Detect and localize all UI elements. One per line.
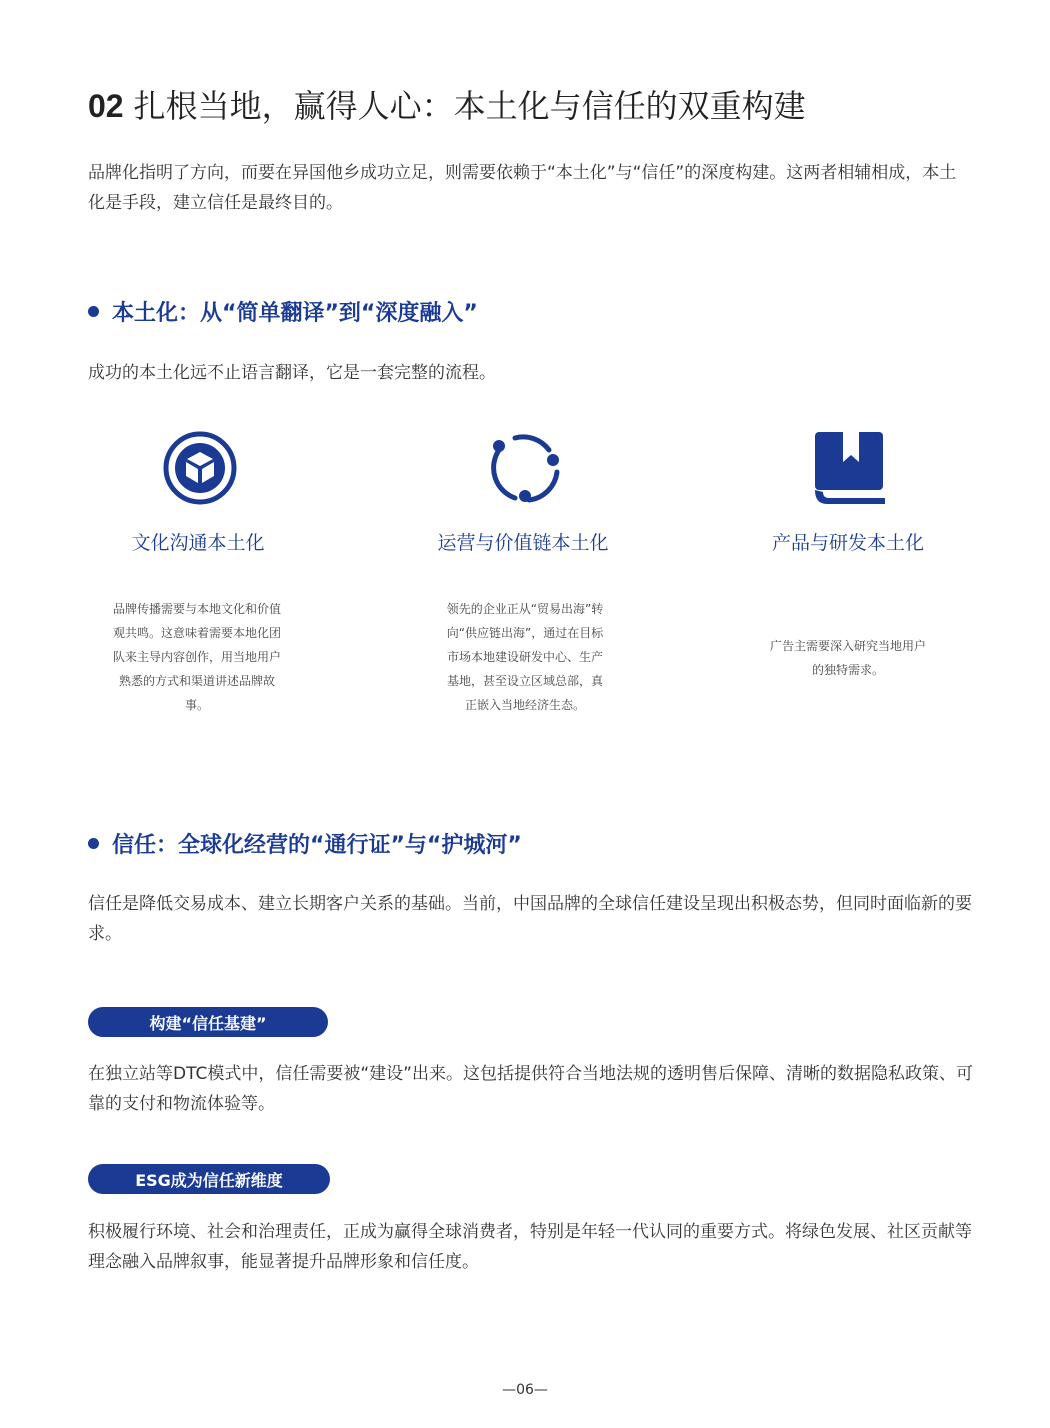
localization-heading-text: 本土化：从“简单翻译”到“深度融入” (112, 300, 478, 326)
cube-icon (160, 428, 240, 508)
page-number: —06— (502, 1382, 548, 1398)
bullet-dot (88, 838, 99, 849)
column-title-culture: 文化沟通本土化 (131, 532, 265, 554)
section-number: 02 (88, 88, 124, 124)
esg-label: ESG成为信任新维度 (88, 1164, 330, 1194)
intro-paragraph: 品牌化指明了方向，而要在异国他乡成功立足，则需要依赖于“本土化”与“信任”的深度构建。这两者相辅相成，本土化是手段，建立信任是最终目的。 (88, 163, 957, 213)
page-title (88, 84, 988, 128)
trust-heading (88, 826, 522, 860)
trust-description: 信任是降低交易成本、建立长期客户关系的基础。当前，中国品牌的全球信任建设呈现出积极态势，但同时面临新的要求。 (88, 894, 972, 944)
section-title: 扎根当地，赢得人心：本土化与信任的双重构建 (133, 87, 806, 125)
bullet-dot (88, 306, 99, 317)
localization-description: 成功的本土化远不止语言翻译，它是一套完整的流程。 (88, 363, 496, 383)
trust-infrastructure-label: 构建“信任基建” (88, 1007, 328, 1037)
cycle-icon (485, 428, 565, 508)
column-text-product: 广告主需要深入研究当地用户的独特需求。 (769, 639, 926, 677)
trust-infrastructure-text: 在独立站等DTC模式中，信任需要被“建设”出来。这包括提供符合当地法规的透明售后保障、清晰的数据隐私政策、可靠的支付和物流体验等。 (88, 1064, 973, 1114)
column-text-operations: 领先的企业正从“贸易出海”转向“供应链出海”，通过在目标市场本地建设研发中心、生产基地，甚至设立区域总部，真正嵌入当地经济生态。 (446, 602, 604, 712)
column-title-operations: 运营与价值链本土化 (437, 532, 609, 554)
column-title-product: 产品与研发本土化 (771, 532, 924, 554)
trust-heading-text: 信任：全球化经营的“通行证”与“护城河” (112, 832, 522, 858)
book-icon (809, 428, 889, 508)
column-text-culture: 品牌传播需要与本地文化和价值观共鸣。这意味着需要本地化团队来主导内容创作，用当地用户熟悉的方式和渠道讲述品牌故事。 (112, 602, 281, 712)
esg-text: 积极履行环境、社会和治理责任，正成为赢得全球消费者，特别是年轻一代认同的重要方式。将绿色发展、社区贡献等理念融入品牌叙事，能显著提升品牌形象和信任度。 (88, 1222, 972, 1272)
localization-heading (88, 294, 478, 328)
